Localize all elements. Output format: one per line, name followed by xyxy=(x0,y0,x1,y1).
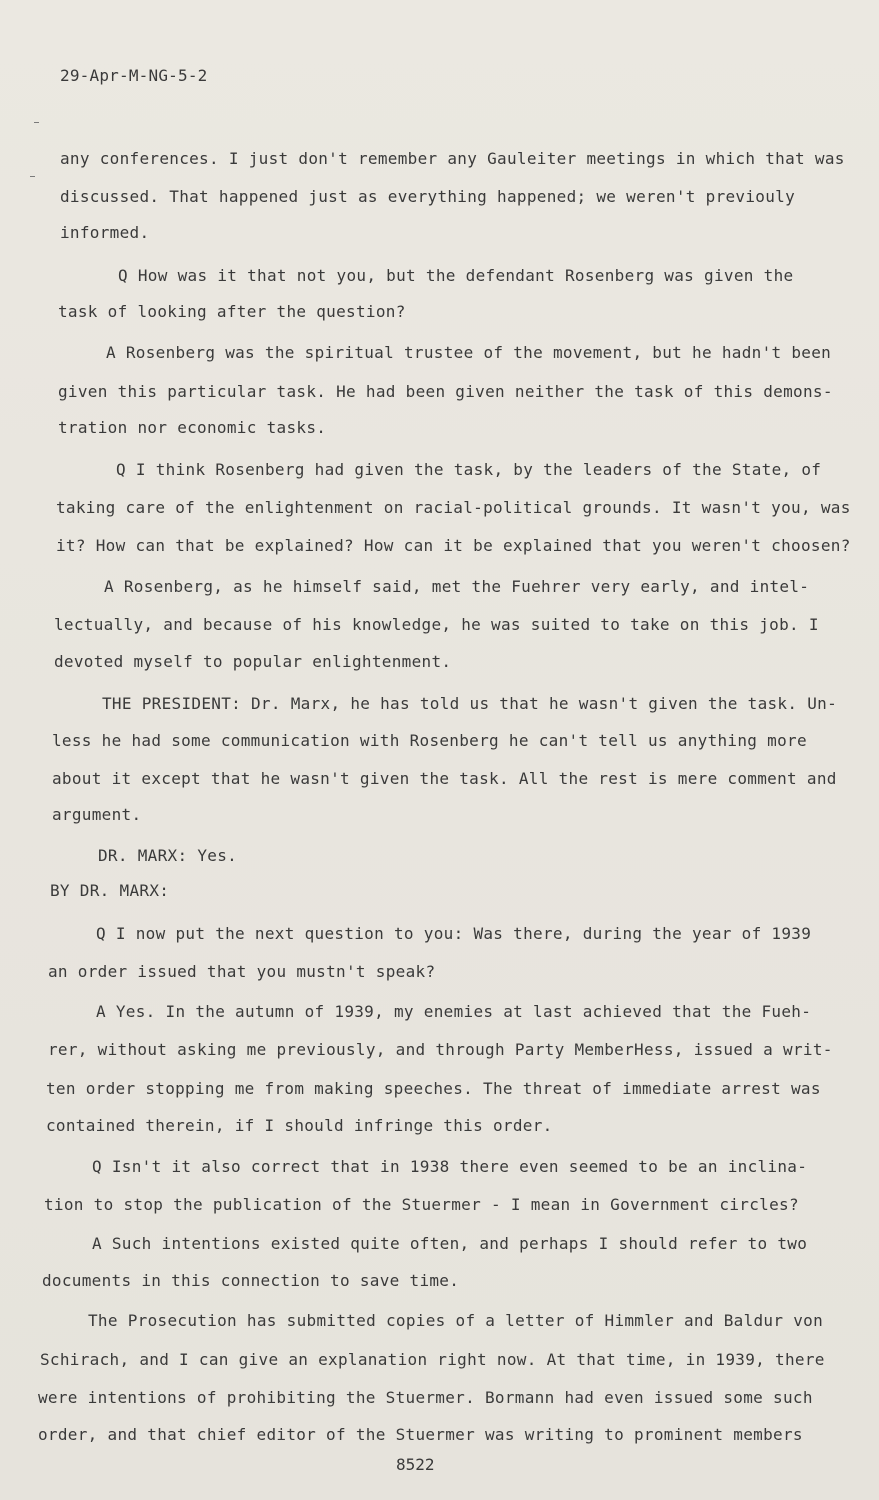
margin-mark xyxy=(30,176,35,177)
text-line: it? How can that be explained? How can it be explained that you weren't choosen? xyxy=(56,536,851,555)
text-line: The Prosecution has submitted copies of a letter of Himmler and Baldur von xyxy=(88,1311,824,1330)
text-line: A Rosenberg was the spiritual trustee of the movement, but he hadn't been xyxy=(106,343,832,362)
text-line: argument. xyxy=(52,805,142,824)
text-line: tration nor economic tasks. xyxy=(58,418,327,437)
text-line: A Rosenberg, as he himself said, met the Fuehrer very early, and intel- xyxy=(104,577,810,596)
text-line: Q Isn't it also correct that in 1938 there even seemed to be an inclina- xyxy=(92,1157,808,1176)
text-line: were intentions of prohibiting the Stuermer. Bormann had even issued some such xyxy=(38,1388,813,1407)
text-line: rer, without asking me previously, and through Party MemberHess, issued a writ- xyxy=(48,1040,833,1059)
text-line: Q How was it that not you, but the defendant Rosenberg was given the xyxy=(118,266,794,285)
text-line: about it except that he wasn't given the task. All the rest is mere comment and xyxy=(52,769,837,788)
text-line: Q I now put the next question to you: Was there, during the year of 1939 xyxy=(96,924,812,943)
text-line: taking care of the enlightenment on racial-political grounds. It wasn't you, was xyxy=(56,498,851,517)
text-line: lectually, and because of his knowledge, he was suited to take on this job. I xyxy=(54,615,819,634)
text-line: discussed. That happened just as everything happened; we weren't previouly xyxy=(60,187,796,206)
text-line: less he had some communication with Rosenberg he can't tell us anything more xyxy=(52,731,807,750)
text-line: Schirach, and I can give an explanation right now. At that time, in 1939, there xyxy=(40,1350,825,1369)
page-number: 8522 xyxy=(396,1455,435,1474)
text-line: documents in this connection to save time. xyxy=(42,1271,460,1290)
text-line: informed. xyxy=(60,223,150,242)
text-line: any conferences. I just don't remember any Gauleiter meetings in which that was xyxy=(60,149,845,168)
text-line: A Yes. In the autumn of 1939, my enemies at last achieved that the Fueh- xyxy=(96,1002,812,1021)
text-line: order, and that chief editor of the Stuermer was writing to prominent members xyxy=(38,1425,803,1444)
text-line: Q I think Rosenberg had given the task, by the leaders of the State, of xyxy=(116,460,822,479)
text-line: BY DR. MARX: xyxy=(50,881,170,900)
margin-mark xyxy=(34,122,39,123)
text-line: given this particular task. He had been given neither the task of this demons- xyxy=(58,382,833,401)
text-line: A Such intentions existed quite often, and perhaps I should refer to two xyxy=(92,1234,808,1253)
text-line: tion to stop the publication of the Stuermer - I mean in Government circles? xyxy=(44,1195,799,1214)
text-line: THE PRESIDENT: Dr. Marx, he has told us that he wasn't given the task. Un- xyxy=(102,694,838,713)
document-reference: 29-Apr-M-NG-5-2 xyxy=(60,66,208,85)
text-line: devoted myself to popular enlightenment. xyxy=(54,652,452,671)
text-line: an order issued that you mustn't speak? xyxy=(48,962,436,981)
text-line: contained therein, if I should infringe this order. xyxy=(46,1116,553,1135)
text-line: ten order stopping me from making speeches. The threat of immediate arrest was xyxy=(46,1079,821,1098)
text-line: task of looking after the question? xyxy=(58,302,406,321)
text-line: DR. MARX: Yes. xyxy=(98,846,238,865)
